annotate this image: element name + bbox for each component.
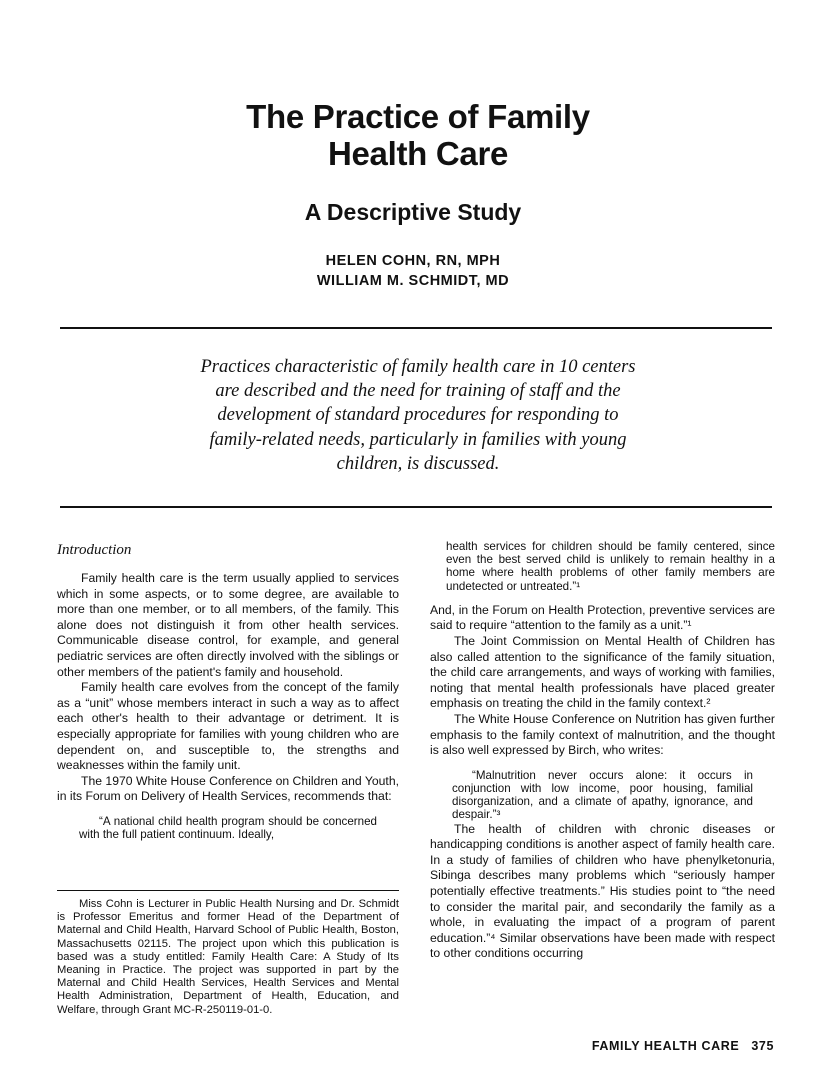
page-number: 375	[751, 1039, 774, 1053]
paragraph: And, in the Forum on Health Protection, preventive services are said to require “attention to the family as a unit.”¹	[430, 602, 775, 633]
author-list	[200, 251, 626, 291]
block-quote-continued: health services for children should be family centered, since even the best served child is unlikely to remain healthy in a home where health problems of other family members are undetected or untreated.”¹	[446, 540, 775, 593]
footnote-text: Miss Cohn is Lecturer in Public Health Nursing and Dr. Schmidt is Professor Emeritus and former Head of the Department of Maternal and Child Health, Harvard School of Public Health, Boston, Massachusetts 02115. The project upon which this publication is based was a study entitled: Family Health Care: A Study of Its Meaning in Practice. The project was supported in part by the Maternal and Child Health Services, Health Services and Mental Health Administration, Department of Health, Education, and Welfare, through Grant MC-R-250119-01-0.	[57, 898, 399, 1016]
author-1: HELEN COHN, RN, MPH	[325, 253, 501, 269]
section-heading-introduction: Introduction	[57, 542, 132, 558]
left-column	[57, 541, 399, 841]
journal-running-title: FAMILY HEALTH CARE	[591, 1039, 740, 1053]
article-title	[160, 98, 676, 172]
paragraph: Family health care evolves from the concept of the family as a “unit” whose members interact in such a way as to affect each other's health to their advantage or detriment. It is especially appropriate for families with young children who are dependent on, and susceptible to, the strengths and weaknesses within the family unit.	[57, 680, 399, 773]
abstract-top-rule	[60, 327, 772, 329]
author-footnote	[57, 890, 399, 1017]
block-quote-text: “Malnutrition never occurs alone: it occurs in conjunction with low income, poor housing, familial disorganization, and a climate of apathy, ignorance, and despair.”³	[452, 768, 753, 822]
block-quote	[79, 815, 377, 841]
block-quote-birch	[452, 769, 753, 822]
abstract-bottom-rule	[60, 506, 772, 508]
paragraph: The White House Conference on Nutrition has given further emphasis to the family context of malnutrition, and the thought is also well expressed by Birch, who writes:	[430, 711, 775, 758]
footnote-rule	[57, 890, 399, 891]
running-footer	[592, 1039, 774, 1053]
paragraph: The 1970 White House Conference on Children and Youth, in its Forum on Delivery of Health Services, recommends that:	[57, 773, 399, 804]
paragraph: The Joint Commission on Mental Health of Children has also called attention to the significance of the family situation, the child care arrangements, and ways of working with families, noting that mental health professionals have placed greater emphasis on treating the child in the family context.²	[430, 634, 775, 711]
title-line-2: Health Care	[327, 135, 509, 172]
title-line-1: The Practice of Family	[246, 98, 590, 135]
abstract: Practices characteristic of family health care in 10 centers are described and the need for training of staff and the development of standard procedures for responding to family-related needs, particularly in families with young children, is discussed.	[200, 357, 636, 474]
paragraph: The health of children with chronic diseases or handicapping conditions is another aspect of family health care. In a study of families of children who have phenylketonuria, Sibinga describes many problems which “seriously hamper potentially effective treatments.” His studies point to “the need to consider the marital pair, and secondarily the family as a whole, in evaluating the impact of a program of parent education.”⁴ Similar observations have been made with respect to other conditions occurring	[430, 821, 775, 961]
paragraph: Family health care is the term usually applied to services which in some aspects, or to some degree, are available to more than one member, or to all members, of the family. This alone does not distinguish it from other health services. Communicable disease control, for example, and general pediatric services are often directly involved with the siblings or other members of the patient's family and household.	[57, 571, 399, 679]
right-column	[430, 540, 775, 962]
block-quote-start: “A national child health program should be concerned with the full patient continuum. Ideally,	[79, 814, 377, 842]
author-2: WILLIAM M. SCHMIDT, MD	[316, 273, 510, 289]
article-subtitle: A Descriptive Study	[304, 199, 522, 225]
